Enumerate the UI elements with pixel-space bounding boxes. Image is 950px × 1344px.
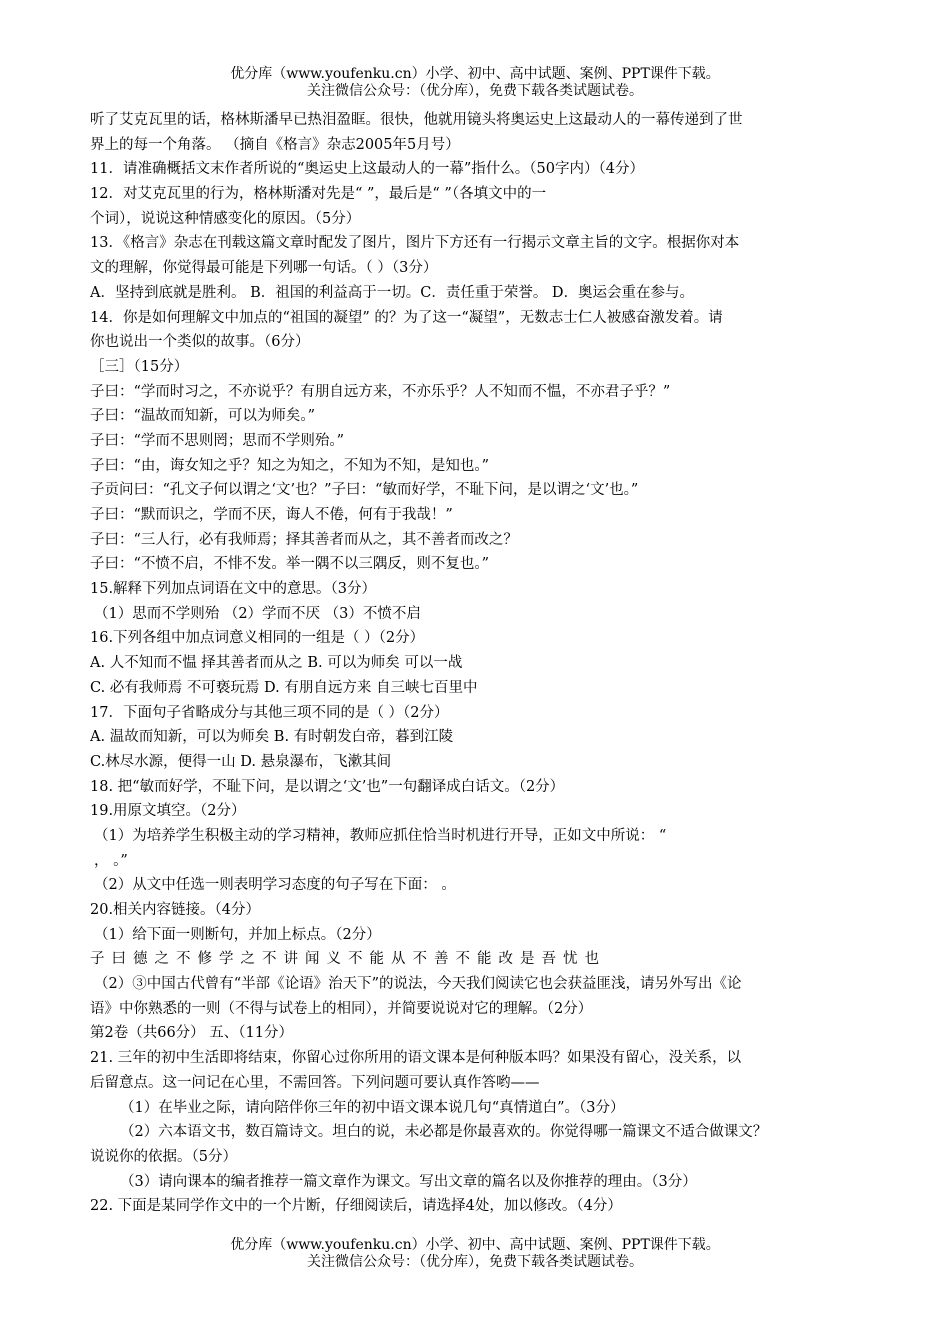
text-line: 说说你的依据。（5分） xyxy=(90,1148,237,1165)
question-17-options: C.林尽水源，便得一山 D. 悬泉瀑布，飞漱其间 xyxy=(90,753,392,770)
question-16: 16.下列各组中加点词意义相同的一组是（ ）（2分） xyxy=(90,630,425,647)
text-line: 后留意点。这一问记在心里，不需回答。下列问题可要认真作答哟—— xyxy=(90,1074,540,1091)
text-line: 语》中你熟悉的一则（不得与试卷上的相同），并简要说说对它的理解。（2分） xyxy=(90,1000,593,1017)
question-13-options: A．坚持到底就是胜利。 B．祖国的利益高于一切。C．责任重于荣誉。 D．奥运会重在参与。 xyxy=(90,284,695,301)
text-line: 听了艾克瓦里的话，格林斯潘早已热泪盈眶。很快，他就用镜头将奥运史上这最动人的一幕传递到了世 xyxy=(90,112,743,128)
section-three-heading: ［三］（15分） xyxy=(90,358,189,375)
question-17: 17．下面句子省略成分与其他三项不同的是（ ）（2分） xyxy=(90,704,449,721)
question-14: 14．你是如何理解文中加点的“祖国的凝望” 的？为了这一“凝望”，无数志士仁人被感奋激发着。请 xyxy=(90,309,723,326)
question-20-part-1: （1）给下面一则断句，并加上标点。（2分） xyxy=(94,926,381,943)
analects-passage: 子曰：“由，诲女知之乎？知之为知之，不知为不知，是知也。” xyxy=(90,457,490,474)
text-line: 个词），说说这种情感变化的原因。（5分） xyxy=(90,210,361,227)
question-12: 12．对艾克瓦里的行为，格林斯潘对先是“ ”，最后是“ ”（各填文中的一 xyxy=(90,186,547,203)
volume-two-heading: 第2卷（共66分） 五、（11分） xyxy=(90,1025,293,1042)
page-header xyxy=(0,66,950,100)
question-20: 20.相关内容链接。（4分） xyxy=(90,902,261,918)
question-15: 15.解释下列加点词语在文中的意思。（3分） xyxy=(90,581,377,598)
question-18: 18. 把“敏而好学，不耻下问，是以谓之‘文’也”一句翻译成白话文。（2分） xyxy=(90,778,565,795)
unpunctuated-passage: 子曰德之不修学之不讲闻义不能从不善不能改是吾忧也 xyxy=(90,951,606,968)
text-line: 界上的每一个角落。 （摘自《格言》杂志2005年5月号） xyxy=(90,136,460,153)
question-13: 13．《格言》杂志在刊载这篇文章时配发了图片，图片下方还有一行揭示文章主旨的文字。根据你对本 xyxy=(90,235,740,252)
header-line-2: 关注微信公众号：（优分库），免费下载各类试题试卷。 xyxy=(307,83,643,99)
analects-passage: 子曰：“学而不思则罔；思而不学则殆。” xyxy=(90,432,345,449)
question-16-options: A. 人不知而不愠 择其善者而从之 B. 可以为师矣 可以一战 xyxy=(90,655,463,672)
analects-passage: 子贡问曰：“孔文子何以谓之‘文’也？”子曰：“敏而好学，不耻下问，是以谓之‘文’也。” xyxy=(90,482,639,499)
text-line: 你也说出一个类似的故事。（6分） xyxy=(90,334,310,351)
question-21-part-3: （3）请向课本的编者推荐一篇文章作为课文。写出文章的篇名以及你推荐的理由。（3分） xyxy=(120,1173,697,1190)
question-19-part-1: （1）为培养学生积极主动的学习精神，教师应抓住恰当时机进行开导，正如文中所说： “ xyxy=(94,827,667,844)
question-20-part-2: （2）③中国古代曾有“半部《论语》治天下”的说法，今天我们阅读它也会获益匪浅，请另外写出《论 xyxy=(94,976,742,993)
header-line-1: 优分库（www.youfenku.cn）小学、初中、高中试题、案例、PPT课件下载。 xyxy=(230,66,720,82)
question-11: 11．请准确概括文末作者所说的“奥运史上这最动人的一幕”指什么。（50字内）（4分） xyxy=(90,161,644,178)
analects-passage: 子曰：“三人行，必有我师焉；择其善者而从之，其不善者而改之？ xyxy=(90,531,518,548)
exam-content xyxy=(90,108,860,1219)
footer-line-2: 关注微信公众号：（优分库），免费下载各类试题试卷。 xyxy=(307,1254,643,1270)
question-19: 19.用原文填空。（2分） xyxy=(90,803,246,820)
page-footer xyxy=(0,1237,950,1271)
question-19-part-2: （2）从文中任选一则表明学习态度的句子写在下面： 。 xyxy=(94,877,456,894)
question-21-part-1: （1）在毕业之际，请向陪伴你三年的初中语文课本说几句“真情道白”。（3分） xyxy=(120,1099,625,1116)
analects-passage: 子曰：“默而识之，学而不厌，诲人不倦，何有于我哉！” xyxy=(90,507,453,523)
question-15-items: （1）思而不学则殆 （2）学而不厌 （3）不愤不启 xyxy=(94,605,421,622)
question-17-options: A. 温故而知新，可以为师矣 B. 有时朝发白帝，暮到江陵 xyxy=(90,729,454,746)
question-21: 21. 三年的初中生活即将结束，你留心过你所用的语文课本是何种版本吗？如果没有留心，没关系，以 xyxy=(90,1050,742,1067)
text-line: 文的理解，你觉得最可能是下列哪一句话。（ ）（3分） xyxy=(90,260,438,277)
analects-passage: 子曰：“不愤不启，不悱不发。举一隅不以三隅反，则不复也。” xyxy=(90,556,490,573)
question-16-options: C. 必有我师焉 不可亵玩焉 D. 有朋自远方来 自三峡七百里中 xyxy=(90,679,478,696)
question-22: 22. 下面是某同学作文中的一个片断，仔细阅读后，请选择4处，加以修改。（4分） xyxy=(90,1198,622,1215)
analects-passage: 子曰：“学而时习之，不亦说乎？有朋自远方来，不亦乐乎？人不知而不愠，不亦君子乎？” xyxy=(90,383,671,400)
analects-passage: 子曰：“温故而知新，可以为师矣。” xyxy=(90,408,316,425)
question-19-blank: ， 。” xyxy=(94,852,128,869)
question-21-part-2: （2）六本语文书，数百篇诗文。坦白的说，未必都是你最喜欢的。你觉得哪一篇课文不适合做课文？ xyxy=(120,1124,768,1141)
footer-line-1: 优分库（www.youfenku.cn）小学、初中、高中试题、案例、PPT课件下载。 xyxy=(230,1237,720,1253)
